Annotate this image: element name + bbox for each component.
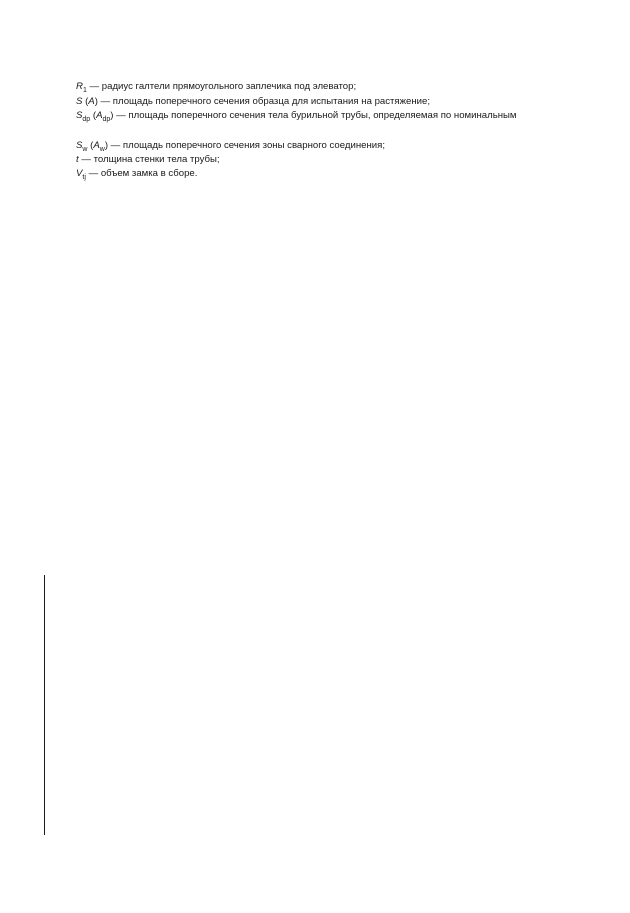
definition-r1: $R_1$ — радиус галтели прямоугольного заплечика под элеватор;	[76, 81, 357, 94]
revision-bar	[44, 575, 45, 835]
definition-vtj: $V_{tj}$ — объем замка в сборе.	[76, 168, 198, 181]
definition-sw: $S_w$ $(A_w)$ — площадь поперечного сечения зоны сварного соединения;	[76, 140, 385, 153]
definition-sdp: $S_{dp}$ $(A_{dp})$ — площадь поперечного сечения тела бурильной трубы, определяемая по номинальным	[76, 110, 517, 123]
definition-s: S (A) — площадь поперечного сечения образца для испытания на растяжение;	[76, 96, 431, 107]
section-5-heading	[62, 355, 582, 372]
definition-t: t — толщина стенки тела трубы;	[76, 154, 220, 165]
